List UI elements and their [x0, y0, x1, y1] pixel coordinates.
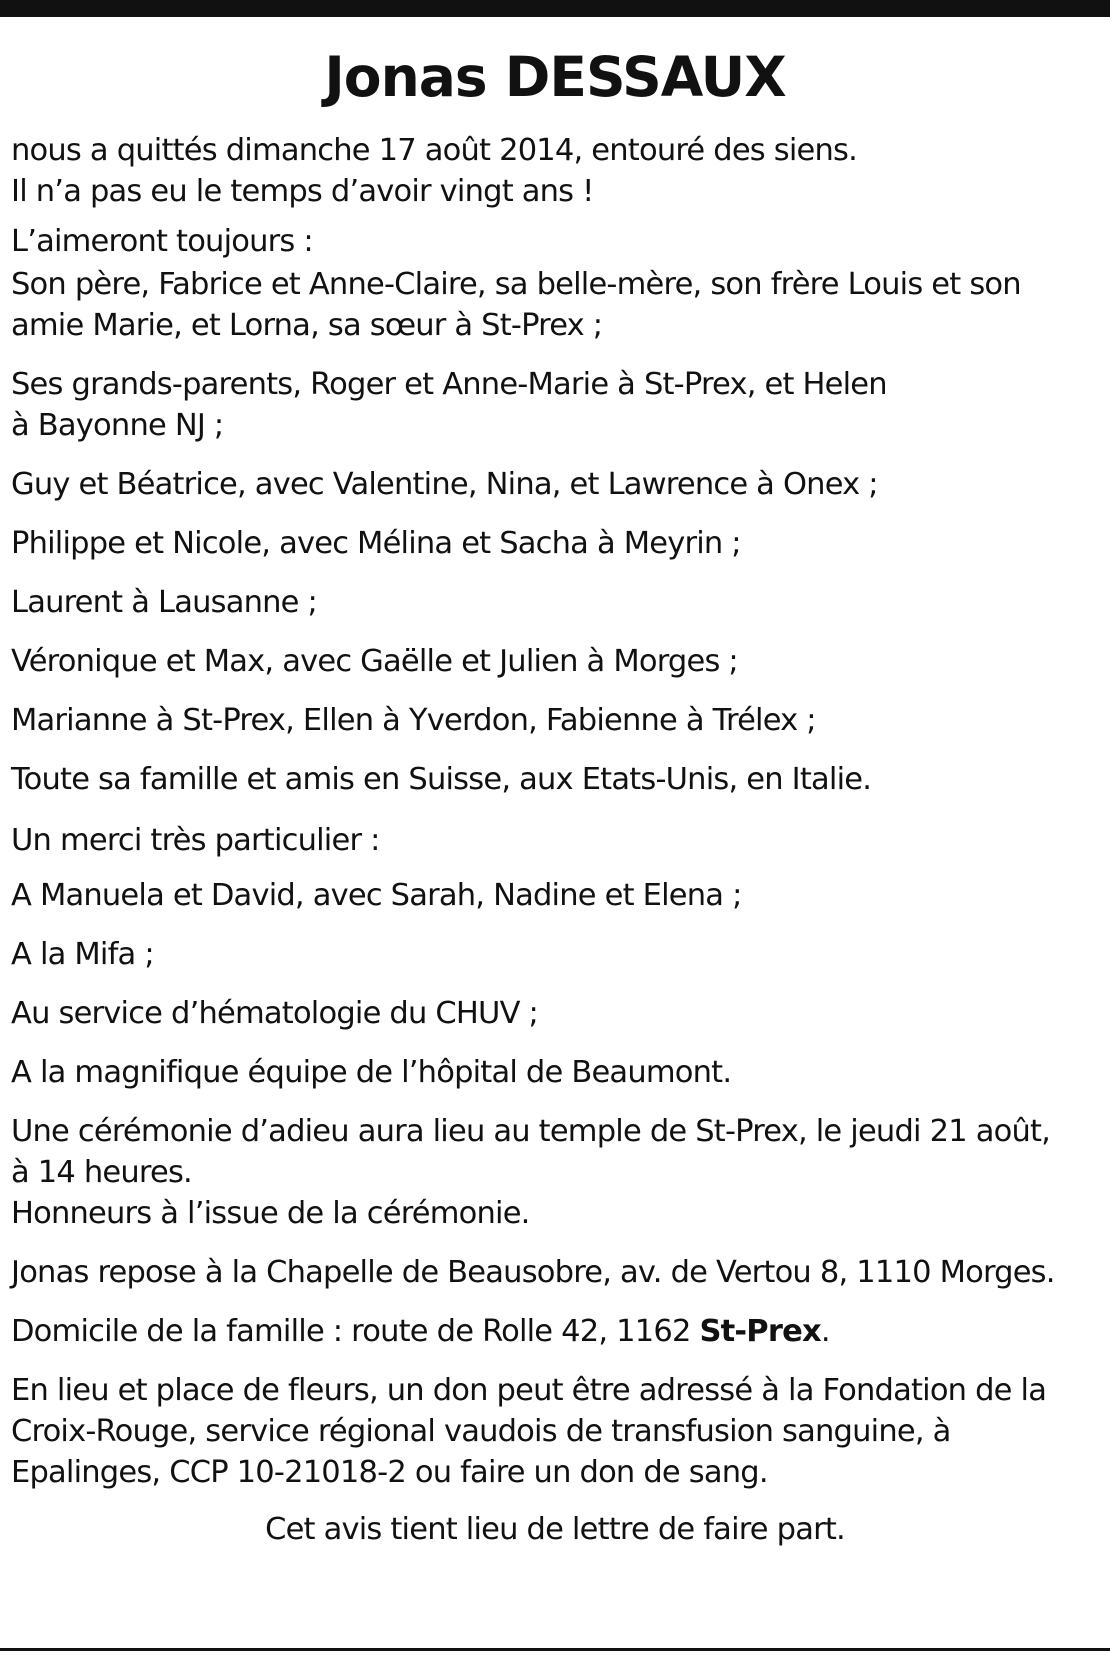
grandparents [11, 364, 1099, 446]
relative-entry: Guy et Béatrice, avec Valentine, Nina, et Lawrence à Onex ; [11, 467, 878, 502]
family-heading: L’aimeront toujours : [11, 224, 313, 259]
immediate-family [11, 264, 1099, 346]
grandparents-line: Ses grands-parents, Roger et Anne-Marie à St-Prex, et Helen [11, 367, 887, 402]
thanks-entry: Au service d’hématologie du CHUV ; [11, 996, 539, 1031]
donation-paragraph [11, 1370, 1099, 1493]
resting-place: Jonas repose à la Chapelle de Beausobre, av. de Vertou 8, 1110 Morges. [11, 1255, 1055, 1290]
intro-paragraph [11, 130, 1099, 212]
domicile-suffix: . [820, 1314, 830, 1349]
deceased-name: Jonas DESSAUX [324, 45, 786, 109]
relative-entry: Philippe et Nicole, avec Mélina et Sacha à Meyrin ; [11, 526, 741, 561]
relative-entry: Laurent à Lausanne ; [11, 585, 318, 620]
ceremony-line: Une cérémonie d’adieu aura lieu au temple de St-Prex, le jeudi 21 août, [11, 1114, 1051, 1149]
thanks-entry: A la Mifa ; [11, 937, 154, 972]
domicile-town: St-Prex [699, 1314, 821, 1349]
donation-line: En lieu et place de fleurs, un don peut être adressé à la Fondation de la [11, 1373, 1047, 1408]
grandparents-line: à Bayonne NJ ; [11, 408, 224, 443]
donation-line: Croix-Rouge, service régional vaudois de transfusion sanguine, à [11, 1414, 951, 1449]
relative-entry: Marianne à St-Prex, Ellen à Yverdon, Fabienne à Trélex ; [11, 703, 816, 738]
closing-note: Cet avis tient lieu de lettre de faire part. [265, 1512, 845, 1547]
family-line: amie Marie, et Lorna, sa sœur à St-Prex ; [11, 308, 603, 343]
thanks-entry: A la magnifique équipe de l’hôpital de Beaumont. [11, 1055, 732, 1090]
ceremony-paragraph [11, 1111, 1099, 1234]
relative-entry: Toute sa famille et amis en Suisse, aux Etats-Unis, en Italie. [11, 762, 872, 797]
ceremony-line: Honneurs à l’issue de la cérémonie. [11, 1196, 530, 1231]
domicile-address: Domicile de la famille : route de Rolle 42, 1162 [11, 1314, 700, 1349]
family-line: Son père, Fabrice et Anne-Claire, sa belle-mère, son frère Louis et son [11, 267, 1021, 302]
thanks-entry: A Manuela et David, avec Sarah, Nadine et Elena ; [11, 878, 742, 913]
ceremony-line: à 14 heures. [11, 1155, 192, 1190]
thanks-heading: Un merci très particulier : [11, 823, 380, 858]
bottom-border-rule [0, 1648, 1110, 1651]
intro-line: nous a quittés dimanche 17 août 2014, entouré des siens. [11, 133, 858, 168]
intro-line: Il n’a pas eu le temps d’avoir vingt ans ! [11, 174, 594, 209]
relative-entry: Véronique et Max, avec Gaëlle et Julien à Morges ; [11, 644, 738, 679]
family-domicile [11, 1311, 1099, 1352]
obituary-notice [11, 40, 1099, 1550]
top-border-rule [0, 0, 1110, 17]
donation-line: Epalinges, CCP 10-21018-2 ou faire un don de sang. [11, 1455, 768, 1490]
